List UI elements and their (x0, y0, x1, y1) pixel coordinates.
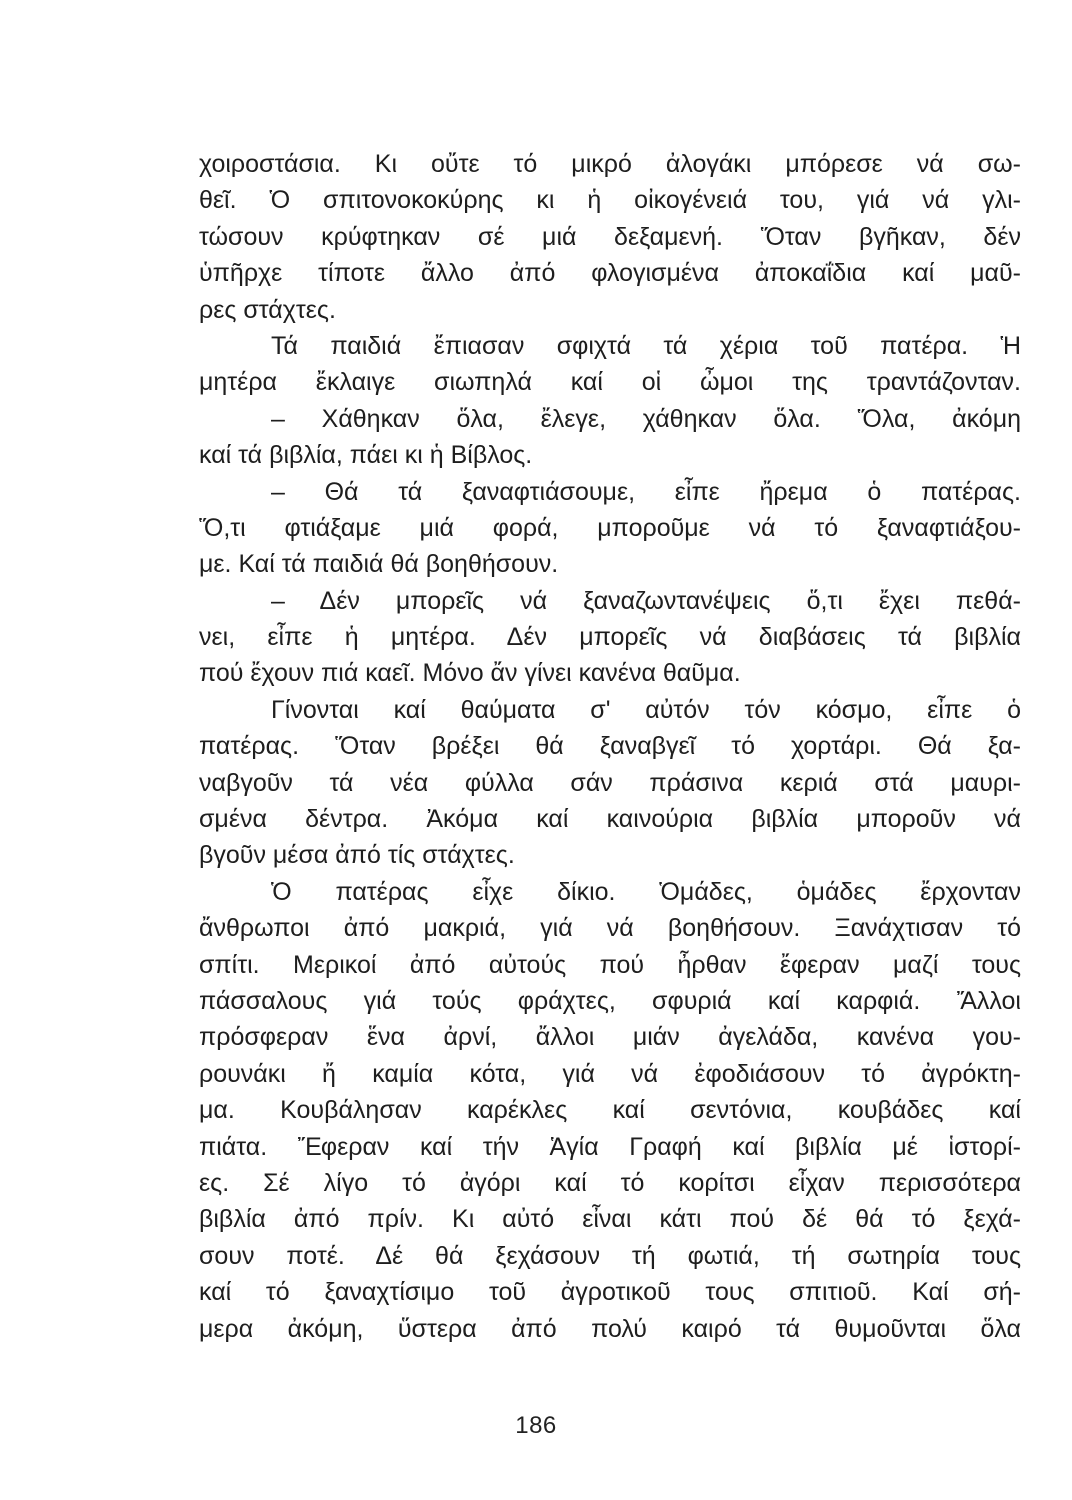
text-line: Ὁ πατέρας εἶχε δίκιο. Ὁμάδες, ὁμάδες ἔρχονταν (271, 877, 1021, 906)
text-line: – Χάθηκαν ὅλα, ἔλεγε, χάθηκαν ὅλα. Ὅλα, ἀκόμη (271, 404, 1021, 433)
text-line: χοιροστάσια. Κι οὔτε τό μικρό ἀλογάκι μπόρεσε νά σω- (199, 150, 1021, 178)
text-line: – Δέν μπορεῖς νά ξαναζωντανέψεις ὅ,τι ἔχει πεθά- (271, 586, 1021, 615)
text-line: σουν ποτέ. Δέ θά ξεχάσουν τή φωτιά, τή σωτηρία τους (199, 1241, 1021, 1270)
text-line: πατέρας. Ὅταν βρέξει θά ξαναβγεῖ τό χορτάρι. Θά ξα- (199, 732, 1021, 761)
text-line: τώσουν κρύφτηκαν σέ μιά δεξαμενή. Ὅταν βγῆκαν, δέν (199, 222, 1021, 251)
text-line: πρόσφεραν ἕνα ἀρνί, ἄλλοι μιάν ἀγελάδα, κανένα γου- (199, 1023, 1021, 1052)
text-line: – Θά τά ξαναφτιάσουμε, εἶπε ἤρεμα ὁ πατέρας. (271, 477, 1021, 506)
text-line: σμένα δέντρα. Ἀκόμα καί καινούρια βιβλία μποροῦν νά (199, 805, 1021, 834)
text-line: πού ἔχουν πιά καεῖ. Μόνο ἄν γίνει κανένα θαῦμα. (199, 659, 741, 688)
text-line: ὑπῆρχε τίποτε ἄλλο ἀπό φλογισμένα ἀποκαΐδια καί μαῦ- (199, 259, 1021, 288)
text-line: με. Καί τά παιδιά θά βοηθήσουν. (199, 550, 559, 579)
text-line: νει, εἶπε ἡ μητέρα. Δέν μπορεῖς νά διαβάσεις τά βιβλία (199, 623, 1021, 652)
text-line: καί τό ξαναχτίσιμο τοῦ ἀγροτικοῦ τους σπιτιοῦ. Καί σή- (199, 1278, 1021, 1307)
text-line: βγοῦν μέσα ἀπό τίς στάχτες. (199, 841, 515, 870)
text-line: μερα ἀκόμη, ὕστερα ἀπό πολύ καιρό τά θυμοῦνται ὅλα (199, 1314, 1021, 1343)
text-line: θεῖ. Ὁ σπιτονοκοκύρης κι ἡ οἰκογένειά του, γιά νά γλι- (199, 186, 1021, 215)
text-line: Τά παιδιά ἔπιασαν σφιχτά τά χέρια τοῦ πατέρα. Ἡ (271, 331, 1021, 360)
text-line: ρες στάχτες. (199, 295, 336, 324)
text-line: ναβγοῦν τά νέα φύλλα σάν πράσινα κεριά στά μαυρι- (199, 768, 1021, 797)
text-line: καί τά βιβλία, πάει κι ἡ Βίβλος. (199, 441, 533, 470)
text-line: πιάτα. Ἔφεραν καί τήν Ἁγία Γραφή καί βιβλία μέ ἱστορί- (199, 1132, 1021, 1161)
text-line: Ὅ,τι φτιάξαμε μιά φορά, μποροῦμε νά τό ξαναφτιάξου- (199, 513, 1021, 542)
text-line: βιβλία ἀπό πρίν. Κι αὐτό εἶναι κάτι πού δέ θά τό ξεχά- (199, 1205, 1021, 1234)
text-line: σπίτι. Μερικοί ἀπό αὐτούς πού ἦρθαν ἔφεραν μαζί τους (199, 950, 1021, 979)
text-line: Γίνονται καί θαύματα σ' αὐτόν τόν κόσμο, εἶπε ὁ (271, 695, 1021, 724)
text-line: ρουνάκι ἤ καμία κότα, γιά νά ἐφοδιάσουν τό ἀγρόκτη- (199, 1059, 1021, 1088)
body-text (199, 146, 1021, 1347)
page-number: 186 (515, 1412, 557, 1439)
text-line: ἄνθρωποι ἀπό μακριά, γιά νά βοηθήσουν. Ξανάχτισαν τό (199, 914, 1021, 943)
text-line: μα. Κουβάλησαν καρέκλες καί σεντόνια, κουβάδες καί (199, 1096, 1021, 1125)
text-line: πάσσαλους γιά τούς φράχτες, σφυριά καί καρφιά. Ἄλλοι (199, 986, 1021, 1015)
text-line: ες. Σέ λίγο τό ἀγόρι καί τό κορίτσι εἶχαν περισσότερα (199, 1168, 1021, 1197)
text-line: μητέρα ἔκλαιγε σιωπηλά καί οἱ ὦμοι της τραντάζονταν. (199, 368, 1021, 397)
